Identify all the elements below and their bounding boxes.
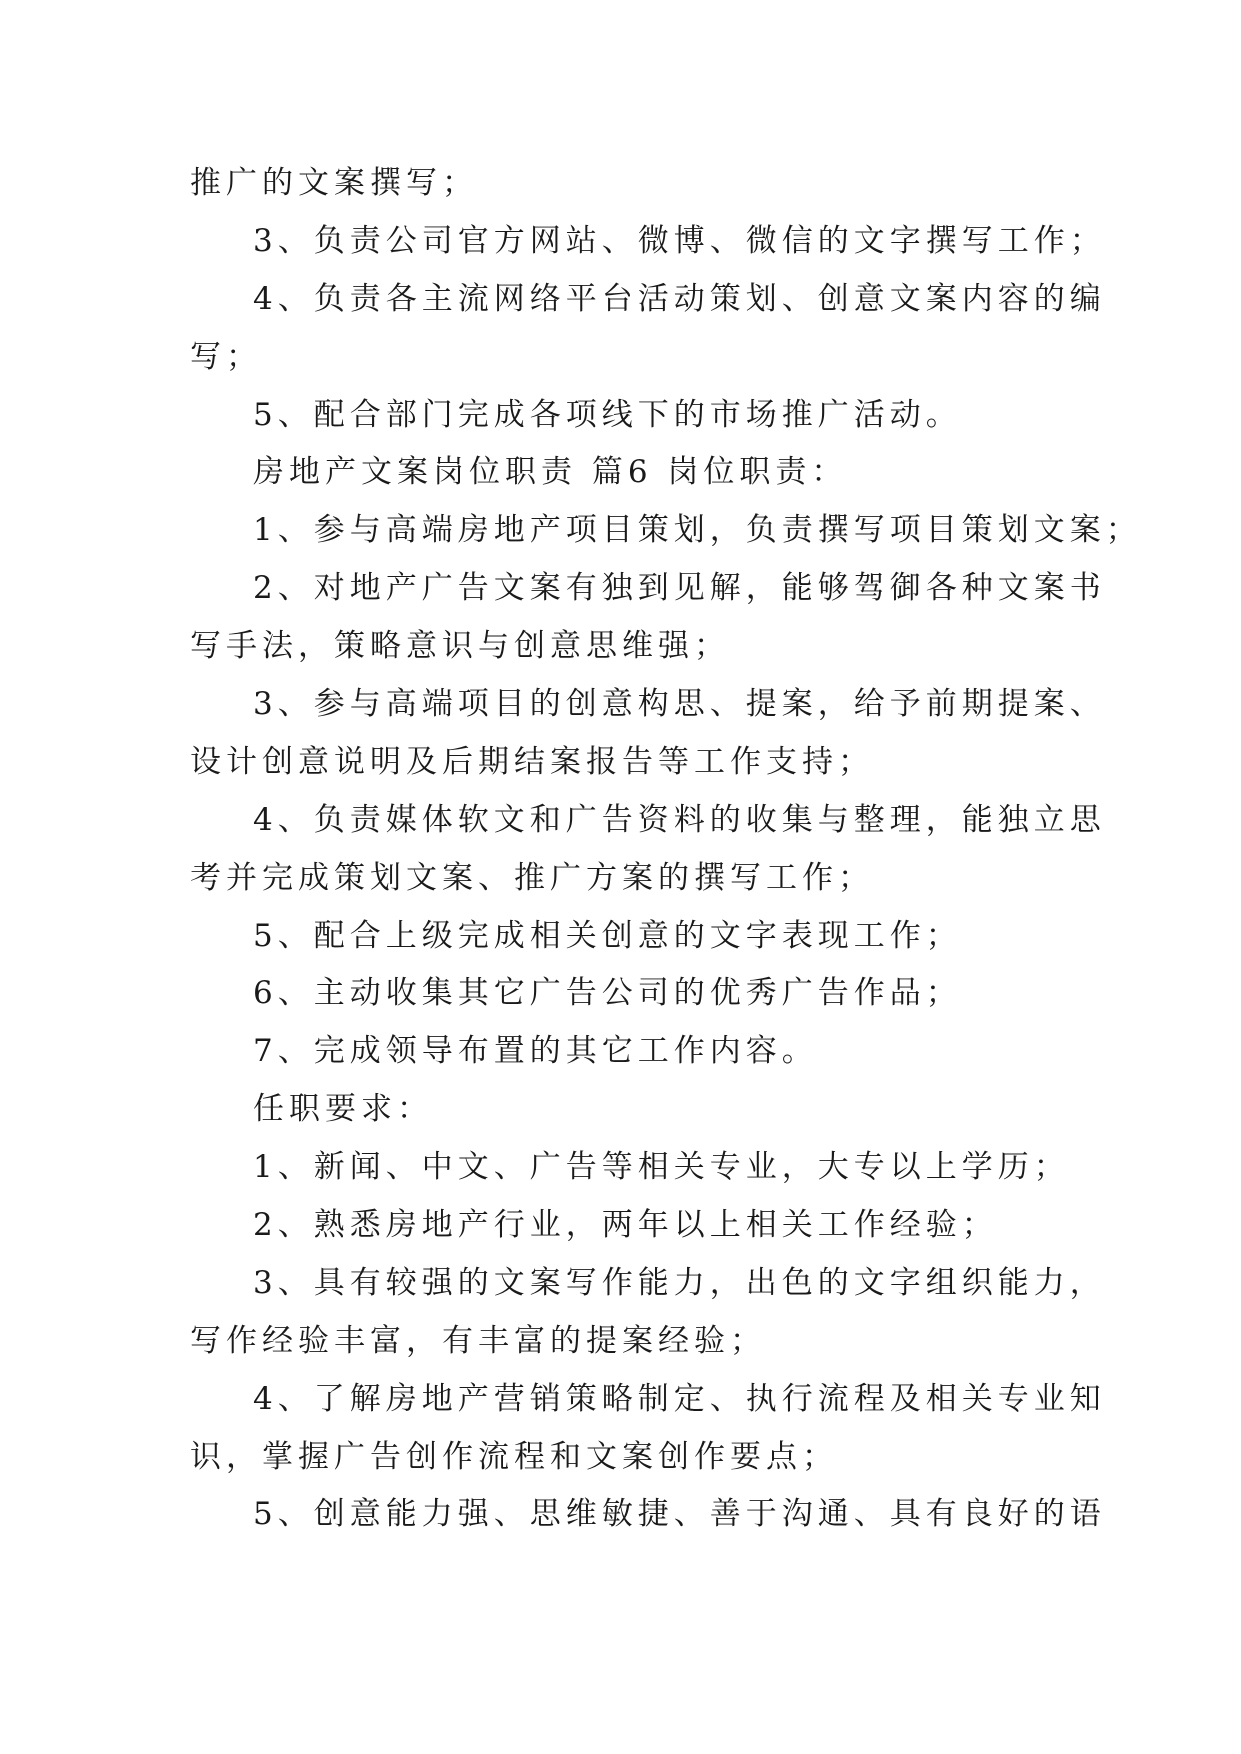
text-line-19: 2、熟悉房地产行业，两年以上相关工作经验； <box>253 1207 998 1243</box>
text-line-8: 2、对地产广告文案有独到见解，能够驾御各种文案书 <box>253 570 1106 606</box>
section-heading: 房地产文案岗位职责 篇6 岗位职责： <box>253 454 848 490</box>
text-line-14: 5、配合上级完成相关创意的文字表现工作； <box>253 918 962 954</box>
text-line-18: 1、新闻、中文、广告等相关专业，大专以上学历； <box>253 1149 1070 1185</box>
text-line-3: 4、负责各主流网络平台活动策划、创意文案内容的编 <box>253 281 1106 317</box>
text-line-10: 3、参与高端项目的创意构思、提案，给予前期提案、 <box>253 686 1106 722</box>
text-line-21: 写作经验丰富，有丰富的提案经验； <box>190 1323 766 1359</box>
text-line-20: 3、具有较强的文案写作能力，出色的文字组织能力， <box>253 1265 1106 1301</box>
text-line-24: 5、创意能力强、思维敏捷、善于沟通、具有良好的语 <box>253 1496 1106 1532</box>
text-line-13: 考并完成策划文案、推广方案的撰写工作； <box>190 860 874 896</box>
text-line-7: 1、参与高端房地产项目策划，负责撰写项目策划文案； <box>253 512 1142 548</box>
text-line-5: 5、配合部门完成各项线下的市场推广活动。 <box>253 397 962 433</box>
text-line-2: 3、负责公司官方网站、微博、微信的文字撰写工作； <box>253 223 1106 259</box>
text-line-1: 推广的文案撰写； <box>190 165 478 201</box>
text-line-15: 6、主动收集其它广告公司的优秀广告作品； <box>253 975 962 1011</box>
text-line-4: 写； <box>190 339 262 375</box>
text-line-9: 写手法，策略意识与创意思维强； <box>190 628 730 664</box>
text-line-23: 识，掌握广告创作流程和文案创作要点； <box>190 1439 838 1475</box>
text-line-16: 7、完成领导布置的其它工作内容。 <box>253 1033 818 1069</box>
requirements-heading: 任职要求： <box>253 1091 433 1127</box>
text-line-11: 设计创意说明及后期结案报告等工作支持； <box>190 744 874 780</box>
text-line-22: 4、了解房地产营销策略制定、执行流程及相关专业知 <box>253 1381 1106 1417</box>
text-line-12: 4、负责媒体软文和广告资料的收集与整理，能独立思 <box>253 802 1106 838</box>
